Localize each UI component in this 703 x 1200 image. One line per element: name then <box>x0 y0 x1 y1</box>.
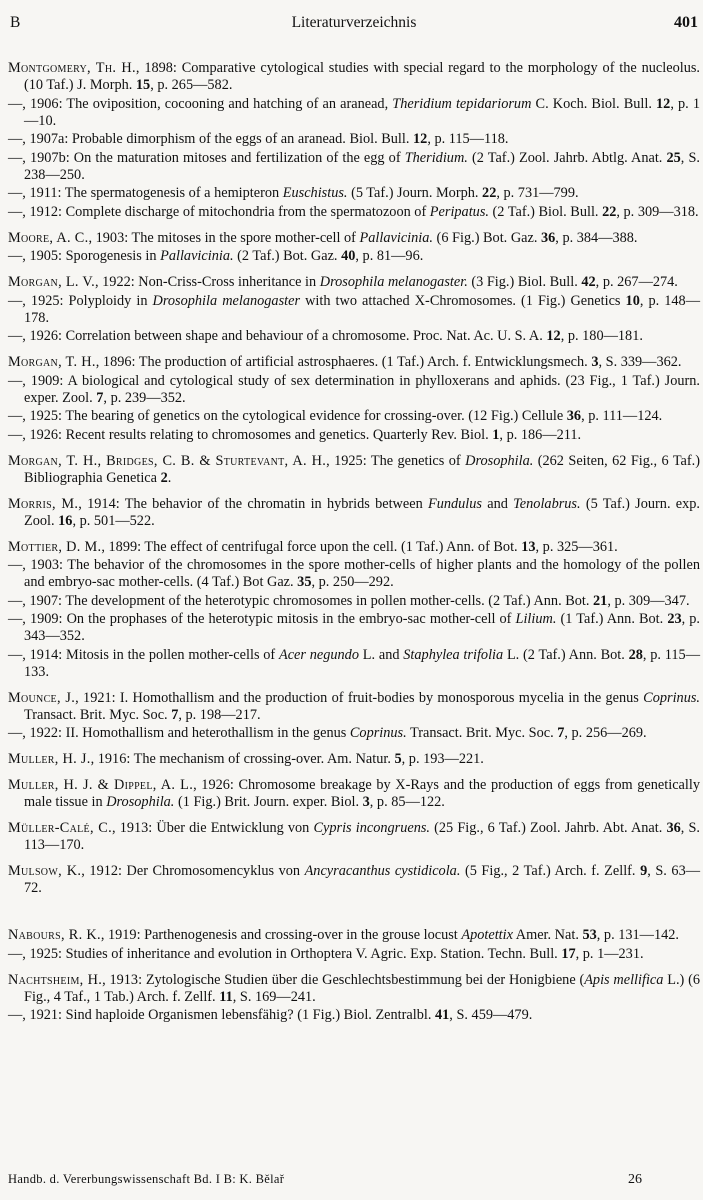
entry-italic-title: Staphylea trifolia <box>403 646 504 663</box>
entry-text: , p. 501—522. <box>72 512 155 529</box>
entry-text: (262 Seiten, 62 Fig., 6 Taf.) Bibliographia Genetica <box>24 452 701 486</box>
entry-text: , 1903: The mitoses in the spore mother-cell of <box>88 229 360 246</box>
bibliography-entry <box>8 777 700 811</box>
entry-volume: 5 <box>394 751 402 767</box>
entry-text: , S. 459—479. <box>449 1007 533 1023</box>
entry-volume: 23 <box>667 611 682 627</box>
bibliography-entry <box>8 751 700 768</box>
bibliography-entry <box>8 408 700 425</box>
entry-author: Nabours, R. K. <box>8 927 101 943</box>
entry-text: , p. 180—181. <box>560 328 643 344</box>
entry-italic-title: Drosophila melanogaster. <box>319 274 468 290</box>
bibliography-entry <box>8 427 700 444</box>
entry-italic-title: Theridium tepidariorum <box>392 95 532 112</box>
entry-volume: 11 <box>219 988 233 1005</box>
entry-text: C. Koch. Biol. Bull. <box>531 95 657 112</box>
entry-author: Moore, A. C. <box>8 229 89 246</box>
bibliography-entry <box>8 274 700 291</box>
entry-text: and <box>482 495 514 512</box>
entry-text: —, 1905: Sporogenesis in <box>8 248 161 264</box>
entry-text: —, 1907b: On the maturation mitoses and fertilization of the egg of <box>8 149 405 166</box>
bibliography-entry <box>8 328 700 345</box>
entry-volume: 42 <box>581 274 596 290</box>
entry-text: , 1898: Comparative cytological studies with special regard to the morphology of the nucleolus. (10 Taf.) J. Morph. <box>24 60 700 93</box>
entry-volume: 7 <box>171 706 179 723</box>
entry-volume: 36 <box>566 408 582 424</box>
entry-text: , S. 169—241. <box>232 988 316 1005</box>
bibliography-entry <box>8 1007 700 1024</box>
entry-text: , 1899: The effect of centrifugal force upon the cell. (1 Taf.) Ann. of Bot. <box>101 538 522 555</box>
entry-italic-title: Theridium. <box>404 149 468 166</box>
entry-volume: 15 <box>135 77 151 93</box>
entry-text: , p. 265—582. <box>150 77 233 93</box>
entry-text: —, 1926: Recent results relating to chromosomes and genetics. Quarterly Rev. Biol. <box>8 426 493 443</box>
entry-volume: 13 <box>521 538 536 555</box>
entry-text: , p. 186—211. <box>499 426 582 443</box>
entry-volume: 12 <box>546 328 561 344</box>
entry-author: Mulsow, K. <box>8 863 82 879</box>
entry-italic-title: Tenolabrus. <box>513 495 581 512</box>
entry-text: , p. 1—231. <box>575 945 644 962</box>
entry-volume: 22 <box>602 203 617 220</box>
entry-text: (6 Fig.) Bot. Gaz. <box>432 229 541 246</box>
entry-author: Muller, H. J. <box>8 751 91 767</box>
entry-text: , p. 239—352. <box>103 389 186 406</box>
entry-text: , 1919: Parthenogenesis and crossing-over in the grouse locust <box>100 927 462 943</box>
header-section-letter: B <box>10 14 21 31</box>
bibliography-entry <box>8 690 700 724</box>
bibliography-entry <box>8 927 700 944</box>
entry-text: , p. 250—292. <box>311 574 394 590</box>
page-header <box>8 14 700 38</box>
entry-text: , 1912: Der Chromosomencyklus von <box>81 863 305 879</box>
entry-volume: 12 <box>656 95 671 112</box>
entry-volume: 2 <box>160 469 168 486</box>
entry-text: , p. 148—178. <box>24 292 700 326</box>
entry-volume: 9 <box>640 863 648 879</box>
entry-text: , p. 384—388. <box>555 229 638 246</box>
entry-text: , S. 113—170. <box>24 820 700 853</box>
footer-signature-number: 26 <box>628 1172 642 1187</box>
entry-volume: 28 <box>628 646 643 663</box>
entry-text: (1 Taf.) Ann. Bot. <box>556 611 668 627</box>
entry-text: —, 1925: The bearing of genetics on the cytological evidence for crossing-over. (12 Fig.) Cellule <box>8 408 567 424</box>
entry-text: —, 1909: A biological and cytological study of sex determination in phylloxerans and aphids. (23 Fig., 1 Taf.) Journ. exper. Zool. <box>8 372 700 406</box>
bibliography-entry <box>8 725 700 742</box>
bibliography-entry <box>8 946 700 963</box>
entry-text: —, 1925: Polyploidy in <box>8 292 153 309</box>
entry-volume: 10 <box>625 292 640 309</box>
entry-text: , 1916: The mechanism of crossing-over. Am. Natur. <box>90 751 395 767</box>
entry-text: , 1925: The genetics of <box>326 452 466 469</box>
entry-text: , p. 111—124. <box>581 408 663 424</box>
entry-text: Amer. Nat. <box>512 927 583 943</box>
entry-text: Transact. Brit. Myc. Soc. <box>406 725 558 741</box>
entry-text: . <box>167 469 172 486</box>
entry-text: , 1922: Non-Criss-Cross inheritance in <box>95 274 320 290</box>
entry-text: , p. 1—10. <box>24 95 700 129</box>
entry-italic-title: Apotettix <box>461 927 513 943</box>
entry-text: Transact. Brit. Myc. Soc. <box>24 706 172 723</box>
header-title: Literaturverzeichnis <box>291 14 417 31</box>
entry-text: , 1913: Zytologische Studien über die Geschlechtsbestimmung bei der Honigbiene ( <box>102 971 585 988</box>
entry-text: , p. 81—96. <box>355 248 424 264</box>
entry-italic-title: Drosophila. <box>465 452 534 469</box>
bibliography-entry <box>8 496 700 530</box>
entry-italic-title: Lilium. <box>515 611 557 627</box>
entry-text: —, 1907a: Probable dimorphism of the eggs of an aranead. Biol. Bull. <box>8 131 414 147</box>
entry-author: Mottier, D. M. <box>8 538 102 555</box>
entry-volume: 17 <box>561 945 576 962</box>
header-page-number: 401 <box>674 14 698 31</box>
entry-text: , 1913: Über die Entwicklung von <box>111 820 314 836</box>
bibliography-entry <box>8 150 700 184</box>
bibliography-entry <box>8 611 700 645</box>
entry-volume: 1 <box>492 426 500 443</box>
bibliography-entry <box>8 354 700 371</box>
entry-text: with two attached X-Chromosomes. (1 Fig.) Genetics <box>300 292 626 309</box>
entry-text: , S. 63—72. <box>24 863 701 896</box>
bibliography-entry <box>8 60 700 94</box>
entry-text: L. and <box>358 646 404 663</box>
document-page <box>8 0 700 1200</box>
bibliography-entry <box>8 230 700 247</box>
entry-text: , p. 309—318. <box>616 203 699 220</box>
entry-text: —, 1922: II. Homothallism and heterothallism in the genus <box>8 725 350 741</box>
entry-volume: 3 <box>362 794 370 810</box>
entry-text: (5 Taf.) Journ. Morph. <box>347 185 483 201</box>
bibliography-entry <box>8 972 700 1006</box>
entry-text: , 1914: The behavior of the chromatin in hybrids between <box>78 495 428 512</box>
entry-text: L. (2 Taf.) Ann. Bot. <box>503 646 629 663</box>
entry-volume: 7 <box>96 389 104 406</box>
entry-text: , p. 256—269. <box>564 725 647 741</box>
entry-italic-title: Drosophila. <box>106 794 175 810</box>
entry-text: —, 1921: Sind haploide Organismen lebensfähig? (1 Fig.) Biol. Zentralbl. <box>8 1007 435 1023</box>
entry-text: (2 Taf.) Biol. Bull. <box>488 203 603 220</box>
entry-author: Morgan, T. H. <box>8 354 96 370</box>
entry-volume: 25 <box>666 149 681 166</box>
entry-volume: 53 <box>582 927 597 943</box>
bibliography-entry <box>8 373 700 407</box>
bibliography-entry <box>8 647 700 681</box>
entry-italic-title: Ancyracanthus cystidicola. <box>304 863 461 879</box>
entry-text: , 1926: Chromosome breakage by X-Rays and the production of eggs from genetically male tissue in <box>24 777 700 810</box>
bibliography-entry <box>8 539 700 556</box>
entry-text: (1 Fig.) Brit. Journ. exper. Biol. <box>174 794 363 810</box>
entry-volume: 3 <box>591 354 599 370</box>
entry-volume: 7 <box>557 725 565 741</box>
entry-volume: 41 <box>435 1007 450 1023</box>
entry-author: Nachtsheim, H. <box>8 971 103 988</box>
footer-publication: Handb. d. Vererbungswissenschaft Bd. I B: K. Bělař <box>8 1172 285 1186</box>
bibliography-list <box>8 60 700 1026</box>
entry-author: Morris, M. <box>8 495 79 512</box>
entry-text: , p. 309—347. <box>607 592 690 609</box>
bibliography-entry <box>8 204 700 221</box>
entry-text: , p. 731—799. <box>496 185 579 201</box>
entry-text: —, 1912: Complete discharge of mitochondria from the spermatozoon of <box>8 203 430 220</box>
entry-text: , 1896: The production of artificial astrosphaeres. (1 Taf.) Arch. f. Entwicklungsmech. <box>95 354 592 370</box>
entry-text: —, 1911: The spermatogenesis of a hemipteron <box>8 185 283 201</box>
entry-volume: 21 <box>593 592 608 609</box>
entry-volume: 36 <box>666 820 681 836</box>
entry-text: —, 1909: On the prophases of the heterotypic mitosis in the embryo-sac mother-cell of <box>8 611 516 627</box>
entry-volume: 22 <box>482 185 497 201</box>
bibliography-entry <box>8 96 700 130</box>
entry-text: —, 1926: Correlation between shape and behaviour of a chromosome. Proc. Nat. Ac. U. S. A. <box>8 328 547 344</box>
bibliography-entry <box>8 293 700 327</box>
bibliography-entry <box>8 248 700 265</box>
entry-text: , p. 115—118. <box>427 131 509 147</box>
entry-text: , p. 267—274. <box>595 274 678 290</box>
entry-volume: 40 <box>341 248 356 264</box>
entry-author: Morgan, L. V. <box>8 274 95 290</box>
bibliography-entry <box>8 820 700 854</box>
entry-text: —, 1903: The behavior of the chromosomes in the spore mother-cells of higher plants and the homology of the pollen and embryo-sac mother-cells. (4 Taf.) Bot Gaz. <box>8 557 700 590</box>
entry-italic-title: Coprinus. <box>643 689 700 706</box>
entry-text: L.) (6 Fig., 4 Taf., 1 Tab.) Arch. f. Zellf. <box>24 971 700 1005</box>
entry-text: (5 Fig., 2 Taf.) Arch. f. Zellf. <box>460 863 641 879</box>
entry-text: , p. 85—122. <box>369 794 445 810</box>
entry-text: —, 1907: The development of the heterotypic chromosomes in pollen mother-cells. (2 Taf.) Ann. Bot. <box>8 592 594 609</box>
entry-author: Müller-Calé, C. <box>8 820 112 836</box>
entry-volume: 16 <box>58 512 73 529</box>
entry-volume: 36 <box>541 229 556 246</box>
entry-text: , p. 198—217. <box>178 706 261 723</box>
entry-text: (2 Taf.) Bot. Gaz. <box>233 248 342 264</box>
bibliography-entry <box>8 863 700 897</box>
entry-text: —, 1906: The oviposition, cocooning and hatching of an aranead, <box>8 95 393 112</box>
entry-text: (3 Fig.) Biol. Bull. <box>467 274 582 290</box>
entry-text: , 1921: I. Homothallism and the production of fruit-bodies by monosporous mycelia in the genus <box>75 689 644 706</box>
entry-text: , p. 115—133. <box>24 646 700 680</box>
entry-italic-title: Coprinus. <box>349 725 407 741</box>
entry-italic-title: Cypris incongruens. <box>313 820 430 836</box>
entry-italic-title: Apis mellifica <box>584 971 664 988</box>
entry-text: , p. 343—352. <box>24 611 700 644</box>
entry-text: , S. 238—250. <box>24 149 700 183</box>
bibliography-entry <box>8 131 700 148</box>
bibliography-entry <box>8 593 700 610</box>
entry-italic-title: Fundulus <box>427 495 482 512</box>
entry-author: Muller, H. J. & Dippel, A. L. <box>8 777 194 793</box>
entry-italic-title: Drosophila melanogaster <box>152 292 301 309</box>
bibliography-entry <box>8 453 700 487</box>
entry-text: , S. 339—362. <box>598 354 682 370</box>
entry-text: , p. 131—142. <box>596 927 679 943</box>
entry-author: Mounce, J. <box>8 689 76 706</box>
entry-volume: 35 <box>297 574 312 590</box>
entry-volume: 12 <box>413 131 428 147</box>
entry-italic-title: Peripatus. <box>429 203 489 220</box>
entry-author: Montgomery, Th. H. <box>8 60 136 76</box>
entry-italic-title: Pallavicinia. <box>160 248 234 264</box>
bibliography-entry <box>8 185 700 202</box>
entry-author: Morgan, T. H., Bridges, C. B. & Sturtevant, A. H. <box>8 452 327 469</box>
entry-text: (5 Taf.) Journ. exp. Zool. <box>24 495 700 529</box>
entry-text: —, 1925: Studies of inheritance and evolution in Orthoptera V. Agric. Exp. Station. Techn. Bull. <box>8 945 562 962</box>
entry-text: , p. 325—361. <box>535 538 618 555</box>
entry-italic-title: Acer negundo <box>278 646 359 663</box>
entry-text: (25 Fig., 6 Taf.) Zool. Jahrb. Abt. Anat. <box>430 820 667 836</box>
entry-italic-title: Pallavicinia. <box>359 229 433 246</box>
entry-text: , p. 193—221. <box>401 751 484 767</box>
entry-italic-title: Euschistus. <box>282 185 348 201</box>
entry-text: —, 1914: Mitosis in the pollen mother-cells of <box>8 646 279 663</box>
entry-text: (2 Taf.) Zool. Jahrb. Abtlg. Anat. <box>467 149 667 166</box>
bibliography-entry <box>8 557 700 591</box>
